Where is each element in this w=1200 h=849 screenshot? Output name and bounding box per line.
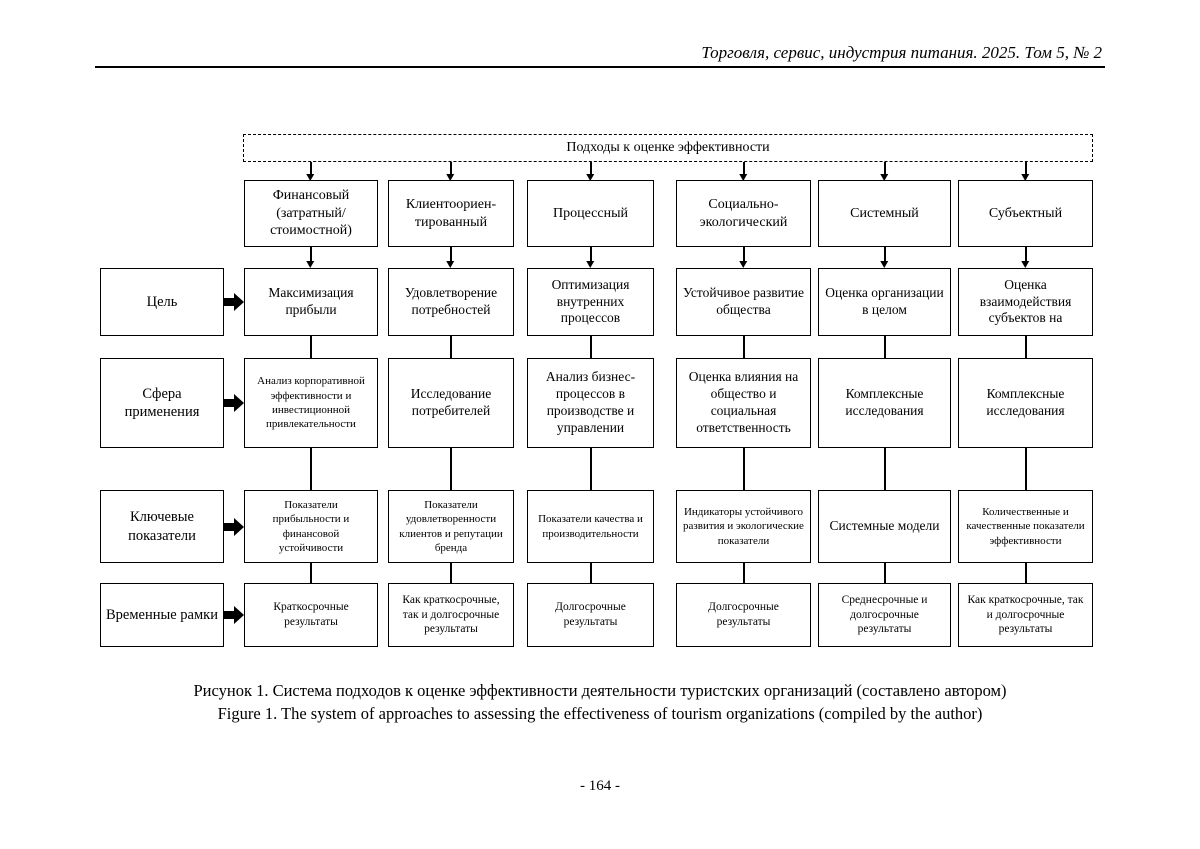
timeframe-box-6: Как краткосрочные, так и долгосрочные результаты — [958, 583, 1093, 647]
connector-line — [884, 448, 886, 490]
connector-line — [743, 247, 745, 261]
connector-line — [450, 336, 452, 358]
connector-line — [743, 336, 745, 358]
connector-line — [310, 336, 312, 358]
connector-line — [450, 162, 452, 174]
scope-box-3: Анализ бизнес- процессов в производстве и управлении — [527, 358, 654, 448]
approach-header-box: Субъектный — [958, 180, 1093, 247]
row-label-goal: Цель — [100, 268, 224, 336]
indicators-box-1: Показатели прибыльности и финансовой устойчивости — [244, 490, 378, 563]
connector-line — [590, 563, 592, 583]
approach-header-box: Социально- экологический — [676, 180, 811, 247]
connector-line — [590, 247, 592, 261]
page-number: - 164 - — [580, 778, 620, 794]
row-label-timeframe: Временные рамки — [100, 583, 224, 647]
row-label-indicators: Ключевые показатели — [100, 490, 224, 563]
connector-line — [743, 563, 745, 583]
arrow-right-icon — [224, 293, 244, 311]
arrow-head — [234, 293, 244, 311]
scope-box-5: Комплексные исследования — [818, 358, 951, 448]
goal-box-5: Оценка организации в целом — [818, 268, 951, 336]
arrow-down-icon — [586, 261, 594, 268]
connector-line — [884, 563, 886, 583]
scope-box-1: Анализ корпоративной эффективности и инвестиционной привлекательности — [244, 358, 378, 448]
scope-box-6: Комплексные исследования — [958, 358, 1093, 448]
arrow-right-icon — [224, 606, 244, 624]
connector-line — [884, 247, 886, 261]
connector-line — [1025, 162, 1027, 174]
arrow-head — [234, 518, 244, 536]
arrow-down-icon — [739, 261, 747, 268]
figure-caption-ru: Рисунок 1. Система подходов к оценке эффективности деятельности туристских организаций (составлено автором) — [193, 681, 1007, 700]
connector-line — [310, 563, 312, 583]
goal-box-2: Удовлетворение потребностей — [388, 268, 514, 336]
connector-line — [1025, 336, 1027, 358]
connector-line — [590, 162, 592, 174]
connector-line — [743, 448, 745, 490]
connector-line — [310, 448, 312, 490]
connector-line — [450, 247, 452, 261]
connector-line — [590, 336, 592, 358]
arrow-right-icon — [224, 394, 244, 412]
arrow-down-icon — [880, 261, 888, 268]
timeframe-box-4: Долгосрочные результаты — [676, 583, 811, 647]
journal-header: Торговля, сервис, индустрия питания. 2025. Том 5, № 2 — [701, 43, 1102, 62]
connector-line — [310, 247, 312, 261]
connector-line — [450, 448, 452, 490]
connector-line — [450, 563, 452, 583]
connector-line — [1025, 448, 1027, 490]
indicators-box-6: Количественные и качественные показатели эффективности — [958, 490, 1093, 563]
row-label-scope: Сфера применения — [100, 358, 224, 448]
approach-header-box: Процессный — [527, 180, 654, 247]
connector-line — [1025, 247, 1027, 261]
timeframe-box-3: Долгосрочные результаты — [527, 583, 654, 647]
goal-box-3: Оптимизация внутренних процессов — [527, 268, 654, 336]
timeframe-box-5: Среднесрочные и долгосрочные результаты — [818, 583, 951, 647]
indicators-box-2: Показатели удовлетворенности клиентов и репутации бренда — [388, 490, 514, 563]
figure-caption-en: Figure 1. The system of approaches to assessing the effectiveness of tourism organizations (compiled by the author) — [217, 703, 983, 723]
indicators-box-5: Системные модели — [818, 490, 951, 563]
approach-header-box: Системный — [818, 180, 951, 247]
approach-header-box: Финансовый (затратный/ стоимостной) — [244, 180, 378, 247]
figure-caption — [60, 680, 1140, 726]
header-rule — [95, 66, 1105, 68]
indicators-box-4: Индикаторы устойчивого развития и экологические показатели — [676, 490, 811, 563]
arrow-down-icon — [446, 261, 454, 268]
timeframe-box-1: Краткосрочные результаты — [244, 583, 378, 647]
arrow-down-icon — [1021, 261, 1029, 268]
scope-box-2: Исследование потребителей — [388, 358, 514, 448]
goal-box-6: Оценка взаимодействия субъектов на — [958, 268, 1093, 336]
connector-line — [1025, 563, 1027, 583]
root-box: Подходы к оценке эффективности — [243, 134, 1093, 162]
goal-box-4: Устойчивое развитие общества — [676, 268, 811, 336]
connector-line — [743, 162, 745, 174]
arrow-head — [234, 606, 244, 624]
connector-line — [590, 448, 592, 490]
approach-header-box: Клиентоориен- тированный — [388, 180, 514, 247]
connector-line — [884, 336, 886, 358]
arrow-right-icon — [224, 518, 244, 536]
connector-line — [310, 162, 312, 174]
arrow-head — [234, 394, 244, 412]
arrow-down-icon — [306, 261, 314, 268]
indicators-box-3: Показатели качества и производительности — [527, 490, 654, 563]
goal-box-1: Максимизация прибыли — [244, 268, 378, 336]
scope-box-4: Оценка влияния на общество и социальная ответственность — [676, 358, 811, 448]
timeframe-box-2: Как краткосрочные, так и долгосрочные результаты — [388, 583, 514, 647]
connector-line — [884, 162, 886, 174]
